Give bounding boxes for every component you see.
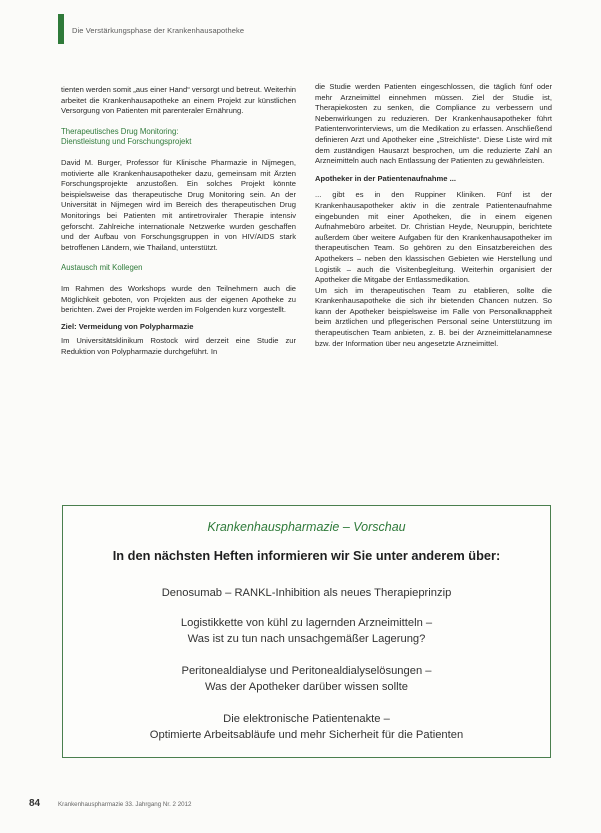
polypharmazie-paragraph: Im Universitätsklinikum Rostock wird derzeit eine Studie zur Reduktion von Polypharmazie durchgeführt. In bbox=[61, 336, 296, 356]
section-heading-drug-monitoring-1: Therapeutisches Drug Monitoring: bbox=[61, 126, 179, 136]
page-number: 84 bbox=[29, 798, 41, 809]
right-column bbox=[315, 82, 552, 349]
section-heading-drug-monitoring-2: Dienstleistung und Forschungsprojekt bbox=[61, 137, 192, 147]
preview-item-denosumab: Denosumab – RANKL-Inhibition als neues Therapieprinzip bbox=[161, 587, 452, 599]
intro-paragraph: tienten werden somit „aus einer Hand“ versorgt und betreut. Weiterhin arbeitet die Krankenhausapotheke an einem Projekt zur künstlichen Versorgung von Patienten mit parenteraler Ernährung. bbox=[61, 85, 296, 116]
team-paragraph: Um sich im therapeutischen Team zu etablieren, sollte die Krankenhausapotheke die sich ihr bietenden Chancen nutzen. So kann der Apotheker beispielsweise im Falle von Personalknappheit beim ärztlichen und pflegerischen Personal seine Unterstützung im therapeutischen Team anbieten, z. B. bei der Arzneimittelanamnese bzw. der Information über neu angesetzte Arzneimittel. bbox=[315, 285, 552, 348]
preview-item-patientenakte-line1: Die elektronische Patientenakte – bbox=[223, 713, 390, 725]
preview-item-patientenakte-line2: Optimierte Arbeitsabläufe und mehr Sicherheit für die Patienten bbox=[149, 729, 464, 741]
preview-item-logistik-line2: Was ist zu tun nach unsachgemäßer Lagerung? bbox=[187, 633, 426, 645]
preview-item-dialyse-line2: Was der Apotheker darüber wissen sollte bbox=[205, 681, 408, 693]
preview-item-logistik-line1: Logistikkette von kühl zu lagernden Arzneimitteln – bbox=[180, 617, 433, 629]
journal-footer: Krankenhauspharmazie 33. Jahrgang Nr. 2 2012 bbox=[58, 801, 192, 808]
section-heading-austausch: Austausch mit Kollegen bbox=[61, 263, 143, 273]
preview-box bbox=[62, 505, 551, 758]
preview-item-dialyse-line1: Peritonealdialyse und Peritonealdialyselösungen – bbox=[181, 665, 432, 677]
study-paragraph: die Studie werden Patienten eingeschlossen, die täglich fünf oder mehr Arzneimittel einnehmen müssen. Ziel der Studie ist, Therapiekosten zu senken, die Compliance zu verbessern und Nebenwirkungen zu reduzieren. Der Krankenhausapotheker führt Patientenvorinterviews, um die Medikation zu erfassen. Anschließend definieren Arzt und Apotheker eine „Streichliste“. Diese Liste wird mit dem zuständigen Hausarzt besprochen, um die reduzierte Zahl an Arzneimitteln auch nach Entlassung der Patienten zu gewährleisten. bbox=[315, 82, 552, 166]
section-color-bar bbox=[58, 14, 64, 44]
running-header: Die Verstärkungsphase der Krankenhausapotheke bbox=[72, 26, 245, 35]
patientenaufnahme-paragraph: ... gibt es in den Ruppiner Kliniken. Fünf ist der Krankenhausapotheker aktiv in die zentrale Patientenaufnahme eingebunden mit einer Apotheken, die in einem eigenen Aufnahmebüro arbeitet. Dr. Christian Heyde, Neuruppin, berichtete außerdem über weitere Aufgaben für den Krankenhausapotheker im therapeutischen Team. So gehören zu den Einsatzbereichen des Apothekers – neben den klassischen Gebieten wie Herstellung und Logistik – auch die Visitenbegleitung. Weiterhin organisiert der Apotheker die Mitgabe der Entlassmedikation. bbox=[315, 190, 552, 285]
drug-monitoring-paragraph: David M. Burger, Professor für Klinische Pharmazie in Nijmegen, motivierte alle Krankenhausapotheker dazu, gemeinsam mit Ärzten Forschungsprojekte anzustoßen. Ein solches Projekt könnte beispielsweise das therapeutische Drug Monitoring sein. An der Universität in Nijmegen wird im Bereich des therapeutischen Drug Monitorings bei Patienten mit antiretroviraler Therapie intensiv geforscht. Zahlreiche internationale Netzwerke wurden geschaffen und der Aufbau von Forschungsgruppen in von HIV/AIDS stark betroffenen Ländern, wie Thailand, unterstützt. bbox=[61, 157, 296, 252]
left-column bbox=[61, 85, 296, 357]
preview-subtitle: In den nächsten Heften informieren wir Sie unter anderem über: bbox=[112, 548, 501, 563]
section-heading-polypharmazie: Ziel: Vermeidung von Polypharmazie bbox=[61, 321, 194, 331]
section-heading-patientenaufnahme: Apotheker in der Patientenaufnahme ... bbox=[315, 173, 456, 183]
preview-title: Krankenhauspharmazie – Vorschau bbox=[207, 520, 406, 534]
austausch-paragraph: Im Rahmen des Workshops wurde den Teilnehmern auch die Möglichkeit geboten, von Projekten aus der eigenen Apotheke zu berichten. Zwei der Projekte werden im Folgenden kurz vorgestellt. bbox=[61, 283, 296, 315]
